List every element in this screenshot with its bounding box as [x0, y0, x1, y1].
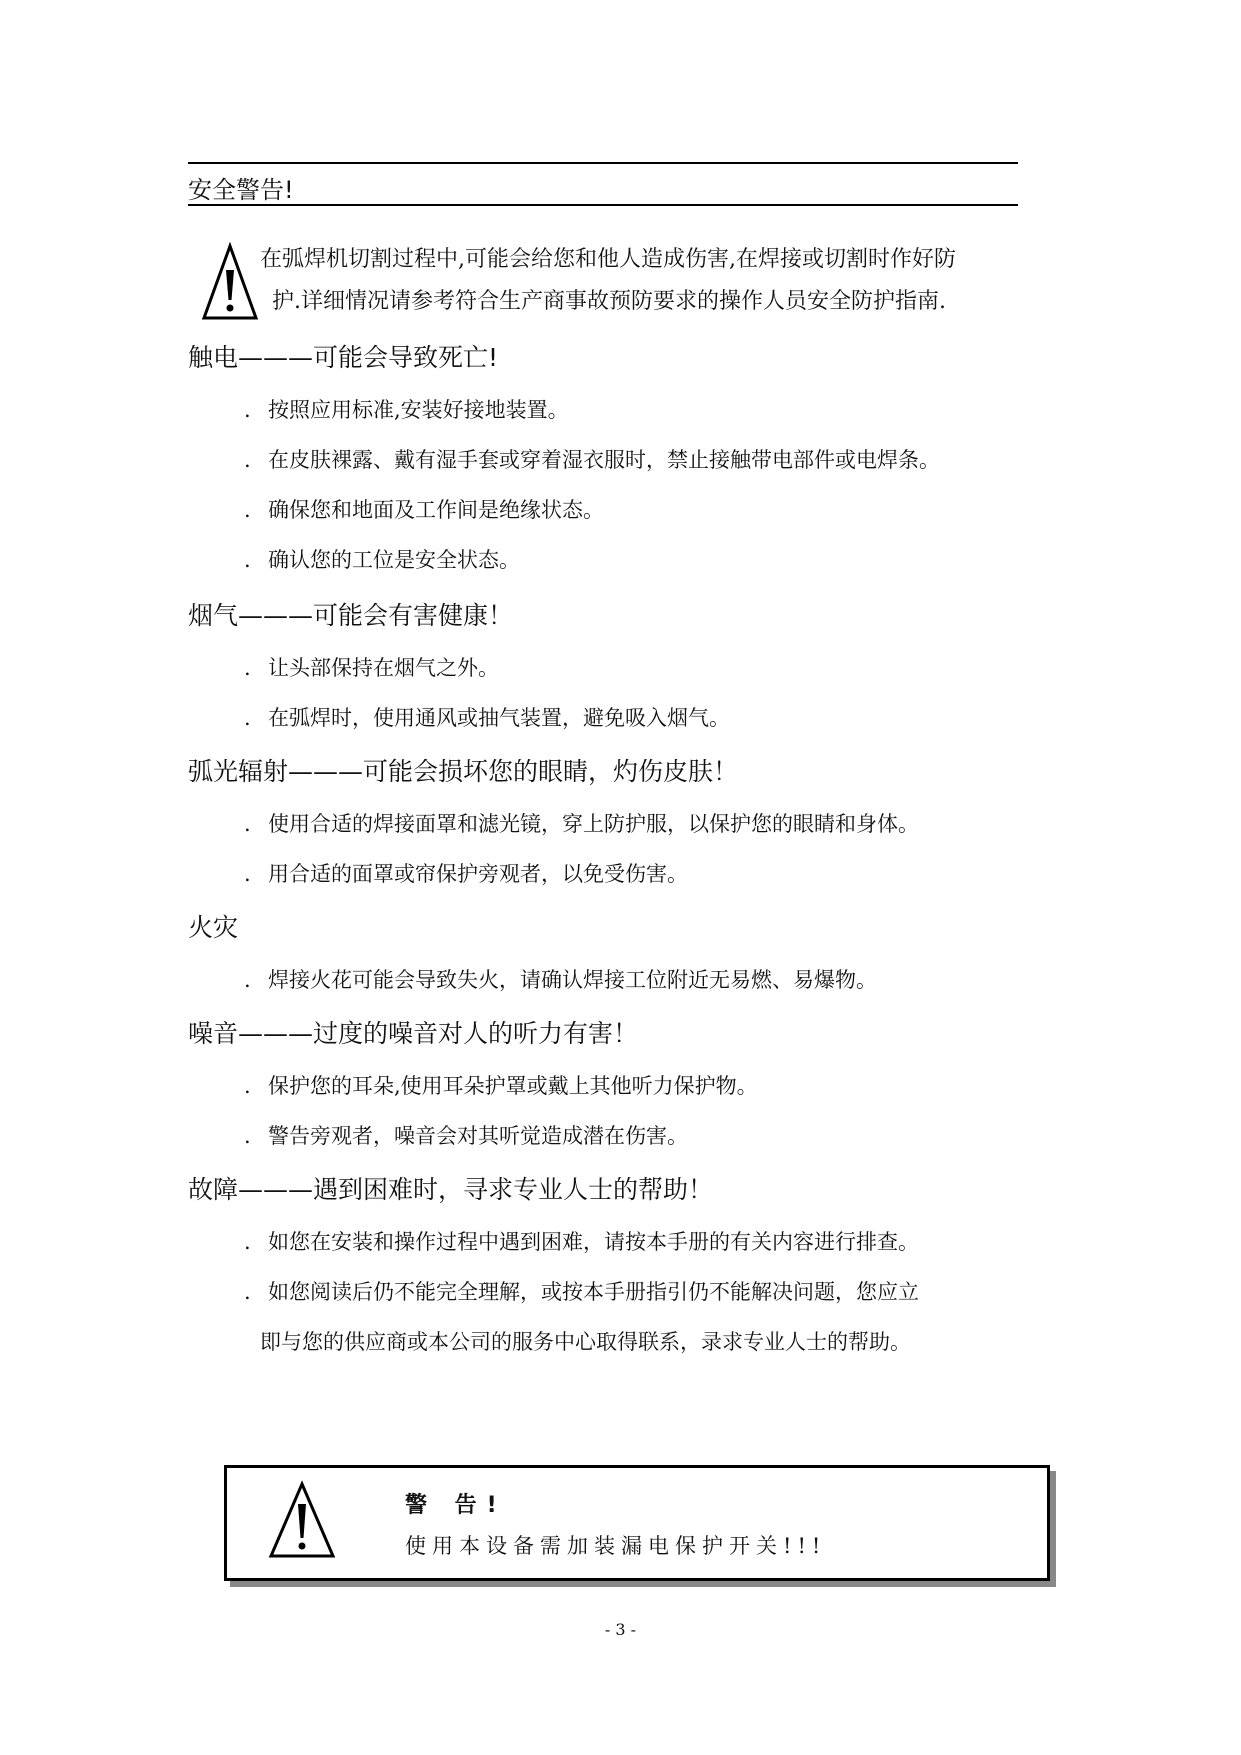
warning-box	[224, 1465, 1050, 1581]
bullet-continuation: 即与您的供应商或本公司的服务中心取得联系，录求专业人士的帮助。	[260, 1330, 911, 1354]
warning-text: 使用本设备需加装漏电保护开关!!!	[405, 1534, 827, 1558]
section-heading-malfunction: 故障———遇到困难时，寻求专业人士的帮助！	[188, 1175, 714, 1204]
bullet-item: . 如您阅读后仍不能完全理解，或按本手册指引仍不能解决问题，您应立	[244, 1280, 919, 1304]
warning-title: 警 告!	[405, 1493, 507, 1518]
intro-line-1: 在弧焊机切割过程中,可能会给您和他人造成伤害,在焊接或切割时作好防	[260, 247, 956, 272]
bullet-item: . 如您在安装和操作过程中遇到困难，请按本手册的有关内容进行排查。	[244, 1230, 919, 1254]
intro-line-2: 护.详细情况请参考符合生产商事故预防要求的操作人员安全防护指南.	[272, 289, 946, 314]
bullet-item: . 按照应用标准,安装好接地装置。	[244, 398, 569, 422]
bullet-item: . 让头部保持在烟气之外。	[244, 656, 499, 680]
page-number: - 3 -	[604, 1620, 637, 1639]
warning-triangle-icon	[200, 242, 260, 322]
bullet-item: . 用合适的面罩或帘保护旁观者，以免受伤害。	[244, 862, 688, 886]
section-heading-electric-shock: 触电———可能会导致死亡!	[188, 343, 499, 372]
section-heading-arc-radiation: 弧光辐射———可能会损坏您的眼睛，灼伤皮肤！	[188, 757, 739, 786]
section-heading-fire: 火灾	[188, 913, 239, 942]
bullet-item: . 焊接火花可能会导致失火，请确认焊接工位附近无易燃、易爆物。	[244, 968, 877, 992]
bullet-item: . 警告旁观者，噪音会对其听觉造成潜在伤害。	[244, 1124, 688, 1148]
bullet-item: . 在皮肤裸露、戴有湿手套或穿着湿衣服时，禁止接触带电部件或电焊条。	[244, 448, 940, 472]
page-title: 安全警告!	[188, 176, 294, 204]
title-block	[188, 162, 1018, 206]
bullet-item: . 使用合适的焊接面罩和滤光镜，穿上防护服，以保护您的眼睛和身体。	[244, 812, 919, 836]
section-heading-fumes: 烟气———可能会有害健康！	[188, 601, 514, 630]
bullet-item: . 确认您的工位是安全状态。	[244, 548, 520, 572]
bullet-item: . 在弧焊时，使用通风或抽气装置，避免吸入烟气。	[244, 706, 730, 730]
section-heading-noise: 噪音———过度的噪音对人的听力有害！	[188, 1019, 639, 1048]
bullet-item: . 保护您的耳朵,使用耳朵护罩或戴上其他听力保护物。	[244, 1074, 758, 1098]
bullet-item: . 确保您和地面及工作间是绝缘状态。	[244, 498, 604, 522]
warning-triangle-icon	[267, 1480, 337, 1560]
